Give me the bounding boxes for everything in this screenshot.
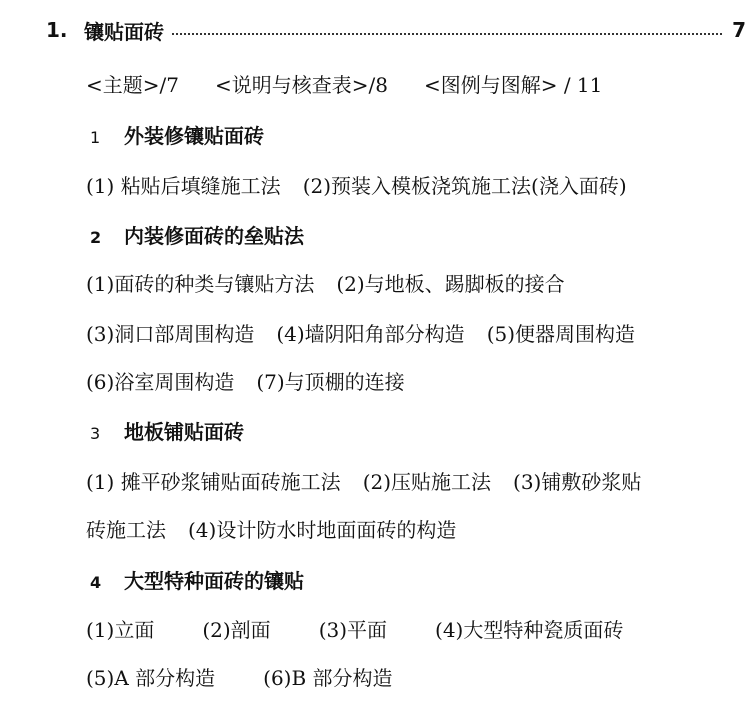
toc-item: (3)铺敷砂浆贴: [513, 470, 642, 494]
section-items-line: [86, 466, 641, 495]
toc-item: (6)B 部分构造: [263, 666, 393, 690]
toc-item: (7)与顶棚的连接: [256, 370, 405, 394]
toc-item: (5)A 部分构造: [86, 666, 216, 690]
section-number: 4: [90, 573, 102, 592]
toc-item: (2)与地板、踢脚板的接合: [336, 272, 565, 296]
toc-item: (6)浴室周围构造: [86, 370, 235, 394]
section-number: 2: [90, 228, 102, 247]
toc-item: 砖施工法: [86, 518, 166, 542]
section-number: 1: [90, 128, 101, 147]
toc-item: (1)面砖的种类与镶贴方法: [86, 272, 315, 296]
subtopic-theme: <主题>/7: [86, 73, 179, 97]
subtopics-line: [86, 69, 602, 98]
toc-item: (3)洞口部周围构造: [86, 322, 255, 346]
chapter-page-number: 7: [732, 18, 746, 42]
subtopic-legend: <图例与图解> / 11: [423, 73, 603, 97]
section-title: 大型特种面砖的镶贴: [124, 569, 304, 593]
toc-item: (3)平面: [318, 618, 388, 642]
section-title: 外装修镶贴面砖: [124, 124, 264, 148]
chapter-title: 镶贴面砖: [84, 19, 164, 44]
section-items-line: [86, 268, 565, 297]
chapter-number: 1.: [46, 18, 68, 42]
toc-item: (2)剖面: [202, 618, 271, 642]
section-number: 3: [90, 424, 101, 443]
section-heading: [90, 220, 304, 249]
dot-leader: [172, 33, 722, 35]
subtopic-notes: <说明与核查表>/8: [214, 73, 388, 97]
toc-item: (1) 粘贴后填缝施工法: [86, 174, 281, 198]
section-items-line: [86, 366, 405, 395]
chapter-heading: [46, 12, 746, 48]
toc-item: (1)立面: [86, 618, 155, 642]
toc-item: (4)大型特种瓷质面砖: [435, 618, 624, 642]
section-heading: [90, 416, 244, 445]
section-items-line: [86, 614, 623, 643]
section-heading: [90, 565, 304, 594]
toc-item: (4)设计防水时地面面砖的构造: [188, 518, 457, 542]
section-items-line: [86, 318, 635, 347]
section-items-line: [86, 170, 627, 199]
toc-item: (1) 摊平砂浆铺贴面砖施工法: [86, 470, 341, 494]
section-items-line: [86, 514, 456, 543]
toc-item: (2)压贴施工法: [362, 470, 492, 494]
toc-item: (4)墙阴阳角部分构造: [276, 322, 465, 346]
section-heading: [90, 120, 264, 149]
toc-item: (2)预装入模板浇筑施工法(浇入面砖): [302, 174, 627, 198]
section-items-line: [86, 662, 393, 691]
section-title: 内装修面砖的垒贴法: [124, 224, 304, 248]
toc-item: (5)便器周围构造: [486, 322, 636, 346]
section-title: 地板铺贴面砖: [124, 420, 244, 444]
